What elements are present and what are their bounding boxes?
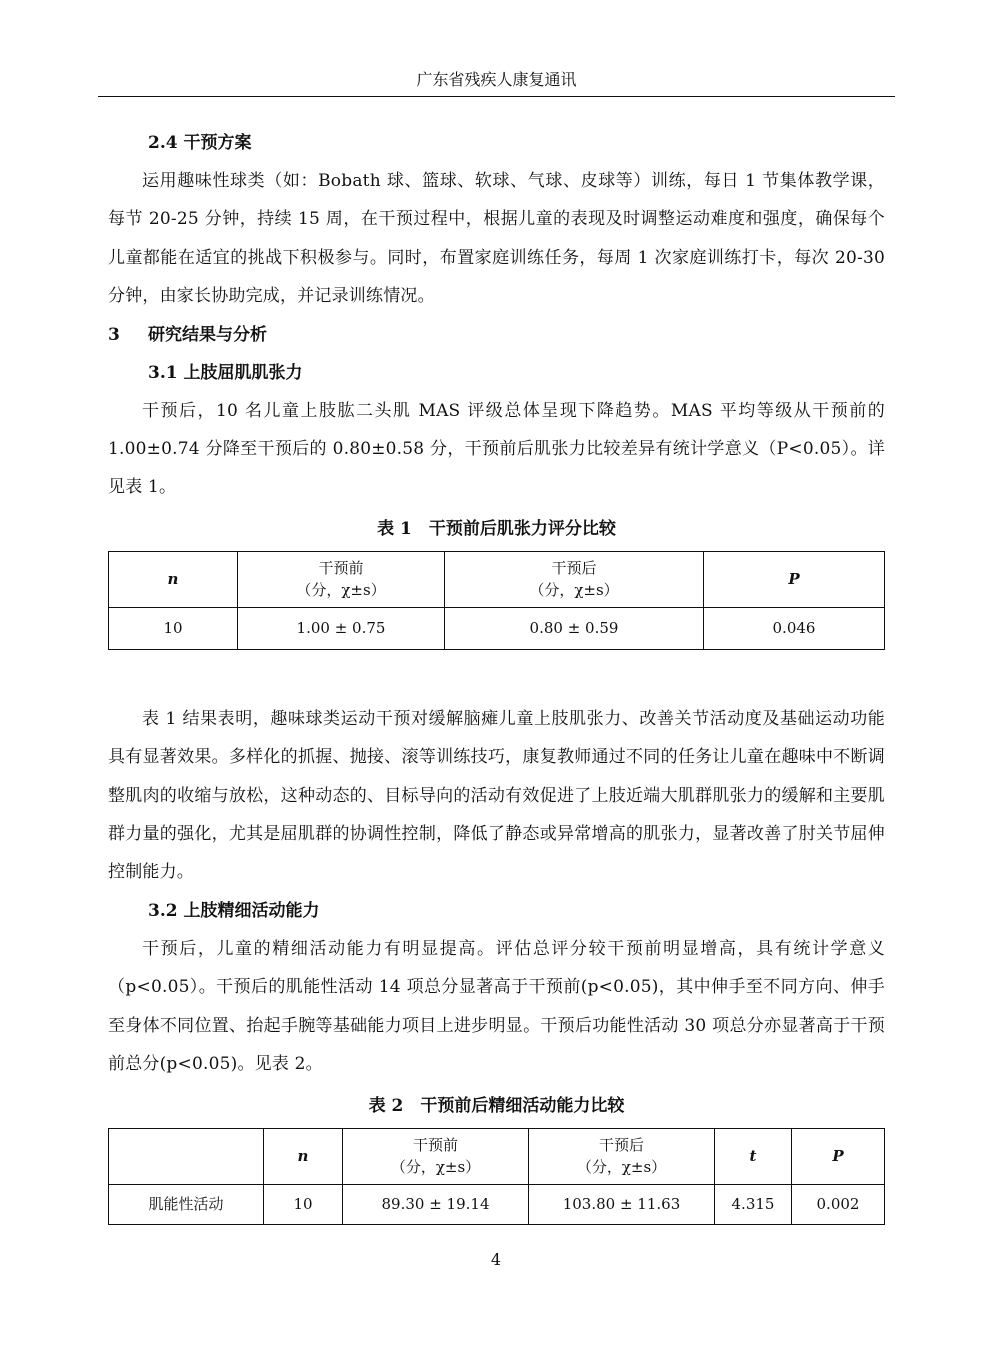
table-2 bbox=[108, 1128, 885, 1225]
table-2-header-post-label: 干预后 bbox=[598, 1136, 644, 1154]
table-row bbox=[109, 1184, 885, 1224]
table-1-cell-pre: 1.00 ± 0.75 bbox=[238, 607, 445, 649]
spacer bbox=[108, 650, 885, 700]
table-row bbox=[109, 607, 885, 649]
table-2-cell-t: 4.315 bbox=[715, 1184, 792, 1224]
section-title-3: 研究结果与分析 bbox=[148, 324, 267, 345]
table-2-header-pre-unit: （分，χ±s） bbox=[390, 1158, 481, 1176]
table-2-cell-post: 103.80 ± 11.63 bbox=[529, 1184, 715, 1224]
table-2-cell-label: 肌能性活动 bbox=[109, 1184, 264, 1224]
table-2-header-n: n bbox=[264, 1128, 343, 1184]
section-number-3: 3 bbox=[108, 324, 120, 345]
table-1-header-post bbox=[445, 551, 704, 607]
table-1-cell-post: 0.80 ± 0.59 bbox=[445, 607, 704, 649]
table-2-header-pre bbox=[343, 1128, 529, 1184]
table-1-cell-n: 10 bbox=[109, 607, 238, 649]
section-heading-2-4: 2.4 干预方案 bbox=[148, 133, 252, 153]
table-2-caption: 表 2 干预前后精细活动能力比较 bbox=[368, 1095, 625, 1116]
table-2-cell-pre: 89.30 ± 19.14 bbox=[343, 1184, 529, 1224]
paragraph-after-table-1: 表 1 结果表明，趣味球类运动干预对缓解脑瘫儿童上肢肌张力、改善关节活动度及基础运动功能具有显著效果。多样化的抓握、抛接、滚等训练技巧，康复教师通过不同的任务让儿童在趣味中不断调整肌肉的收缩与放松，这种动态的、目标导向的活动有效促进了上肢近端大肌群肌张力的缓解和主要肌群力量的强化，尤其是屈肌群的协调性控制，降低了静态或异常增高的肌张力，显著改善了肘关节屈伸控制能力。 bbox=[108, 708, 885, 883]
table-1-header-pre-unit: （分，χ±s） bbox=[296, 581, 386, 600]
paragraph-3-2: 干预后，儿童的精细活动能力有明显提高。评估总评分较干预前明显增高，具有统计学意义（p<0.05）。干预后的肌能性活动 14 项总分显著高于干预前(p<0.05)，其中伸手至不同方向、伸手至身体不同位置、抬起手腕等基础能力项目上进步明显。干预后功能性活动 30 项总分亦显著高于干预前总分(p<0.05)。见表 2。 bbox=[108, 938, 885, 1075]
table-2-header-label bbox=[109, 1128, 264, 1184]
table-2-header-t: t bbox=[715, 1128, 792, 1184]
table-1-caption: 表 1 干预前后肌张力评分比较 bbox=[377, 518, 616, 539]
section-heading-3-1: 3.1 上肢屈肌肌张力 bbox=[148, 362, 303, 383]
table-1-header-n: n bbox=[109, 551, 238, 607]
table-1-header-row bbox=[109, 551, 885, 607]
table-2-header-pre-label: 干预前 bbox=[412, 1136, 458, 1154]
table-1-header-p: P bbox=[704, 551, 885, 607]
table-2-cell-p: 0.002 bbox=[792, 1184, 885, 1224]
table-2-header-row bbox=[109, 1128, 885, 1184]
table-1-header-post-label: 干预后 bbox=[551, 559, 597, 578]
section-heading-3 bbox=[108, 316, 885, 354]
paragraph-3-1: 干预后，10 名儿童上肢肱二头肌 MAS 评级总体呈现下降趋势。MAS 平均等级从干预前的 1.00±0.74 分降至干预后的 0.80±0.58 分，干预前后肌张力比较差异有统计学意义（P<0.05）。详见表 1。 bbox=[108, 400, 885, 498]
table-2-header-post bbox=[529, 1128, 715, 1184]
table-2-header-p: P bbox=[792, 1128, 885, 1184]
table-2-cell-n: 10 bbox=[264, 1184, 343, 1224]
table-2-header-post-unit: （分，χ±s） bbox=[576, 1158, 667, 1176]
table-1-header-pre-label: 干预前 bbox=[318, 559, 364, 578]
main-content bbox=[108, 124, 885, 1225]
table-1 bbox=[108, 551, 885, 650]
page-number: 4 bbox=[490, 1250, 502, 1269]
section-heading-3-2: 3.2 上肢精细活动能力 bbox=[148, 900, 320, 921]
journal-header: 广东省残疾人康复通讯 bbox=[98, 64, 895, 97]
table-1-header-pre bbox=[238, 551, 445, 607]
table-1-header-post-unit: （分，χ±s） bbox=[529, 581, 619, 600]
table-1-cell-p: 0.046 bbox=[704, 607, 885, 649]
paragraph-2-4: 运用趣味性球类（如：Bobath 球、篮球、软球、气球、皮球等）训练，每日 1 节集体教学课，每节 20-25 分钟，持续 15 周，在干预过程中，根据儿童的表现及时调整运动难度和强度，确保每个儿童都能在适宜的挑战下积极参与。同时，布置家庭训练任务，每周 1 次家庭训练打卡，每次 20-30 分钟，由家长协助完成，并记录训练情况。 bbox=[108, 171, 885, 307]
